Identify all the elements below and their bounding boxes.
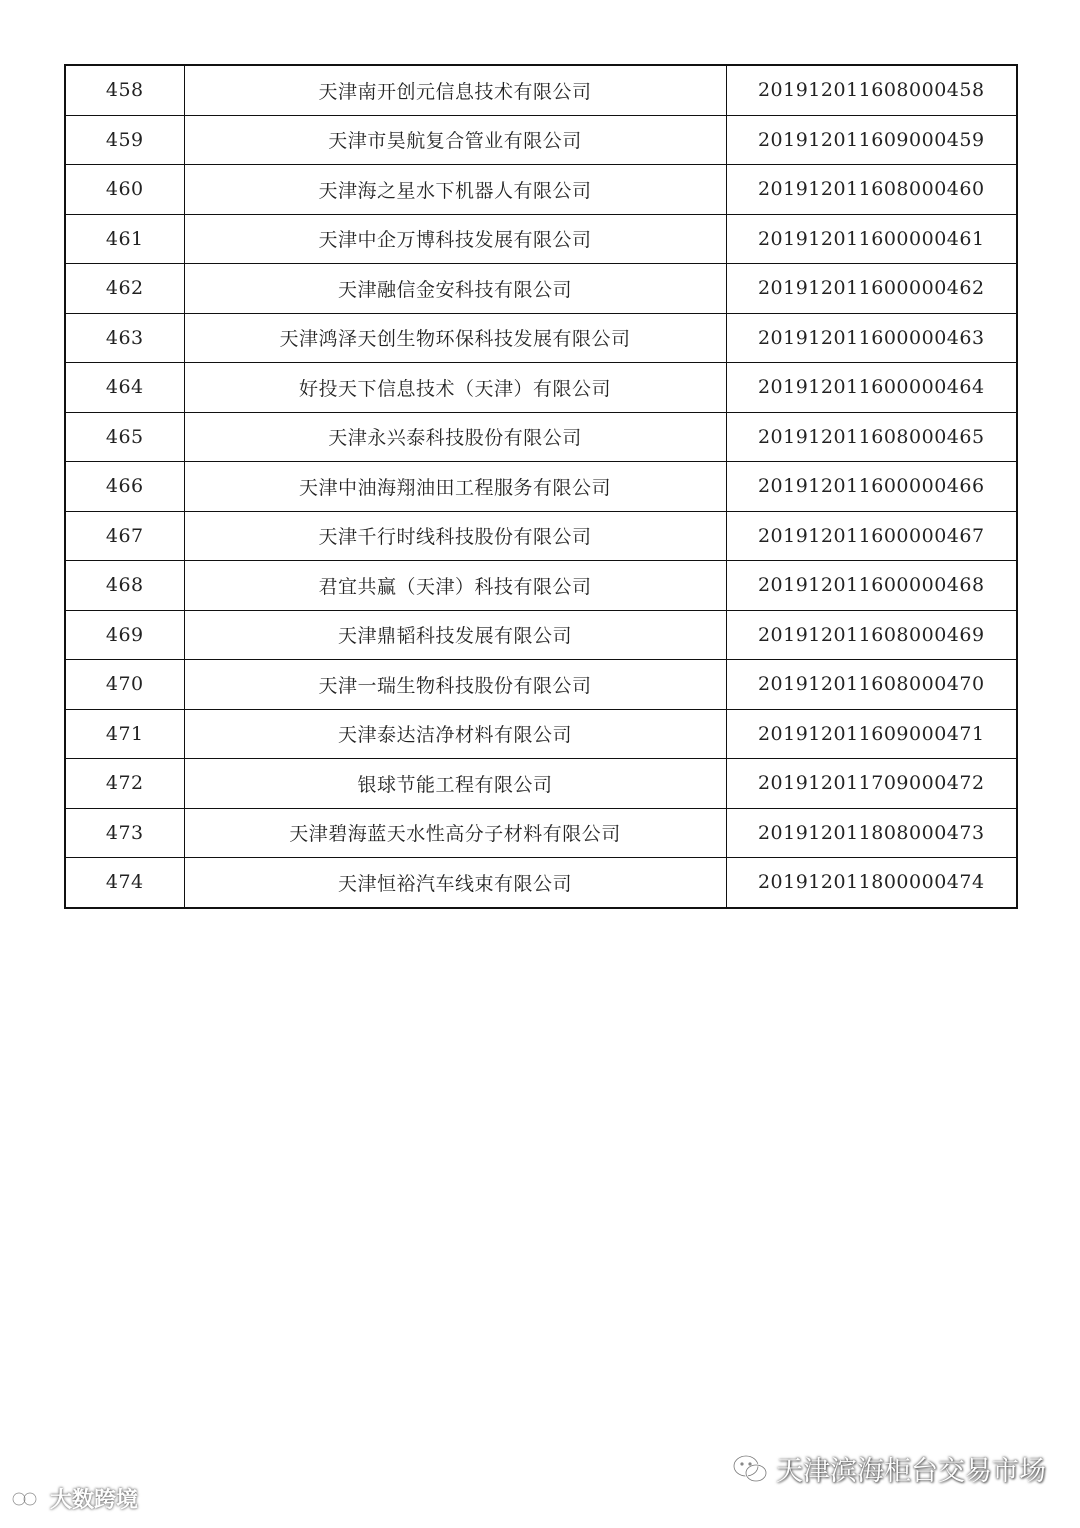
- table-row: [65, 214, 1017, 264]
- table-row: [65, 412, 1017, 462]
- registration-code: 201912011600000464: [726, 363, 1017, 413]
- registration-code: 201912011600000461: [726, 214, 1017, 264]
- company-name: 天津碧海蓝天水性高分子材料有限公司: [184, 808, 726, 858]
- row-number: 471: [65, 709, 184, 759]
- company-name: 天津南开创元信息技术有限公司: [184, 65, 726, 115]
- table-row: [65, 759, 1017, 809]
- table-row: [65, 313, 1017, 363]
- registration-code: 201912011600000466: [726, 462, 1017, 512]
- watermark-left: [10, 1483, 138, 1514]
- registration-code: 201912011709000472: [726, 759, 1017, 809]
- company-name: 银球节能工程有限公司: [184, 759, 726, 809]
- table-row: [65, 264, 1017, 314]
- row-number: 470: [65, 660, 184, 710]
- registration-code: 201912011600000467: [726, 511, 1017, 561]
- company-name: 天津恒裕汽车线束有限公司: [184, 858, 726, 908]
- company-name: 天津市昊航复合管业有限公司: [184, 115, 726, 165]
- registration-code: 201912011608000469: [726, 610, 1017, 660]
- row-number: 467: [65, 511, 184, 561]
- company-name: 天津鼎韬科技发展有限公司: [184, 610, 726, 660]
- row-number: 473: [65, 808, 184, 858]
- table-row: [65, 511, 1017, 561]
- company-name: 天津泰达洁净材料有限公司: [184, 709, 726, 759]
- company-name: 天津中企万博科技发展有限公司: [184, 214, 726, 264]
- row-number: 465: [65, 412, 184, 462]
- row-number: 466: [65, 462, 184, 512]
- table-row: [65, 808, 1017, 858]
- company-list-table: [64, 64, 1018, 909]
- table-body: [65, 65, 1017, 908]
- row-number: 462: [65, 264, 184, 314]
- registration-code: 201912011808000473: [726, 808, 1017, 858]
- registration-code: 201912011600000462: [726, 264, 1017, 314]
- company-name: 天津永兴泰科技股份有限公司: [184, 412, 726, 462]
- table-row: [65, 610, 1017, 660]
- row-number: 468: [65, 561, 184, 611]
- row-number: 458: [65, 65, 184, 115]
- company-name: 天津千行时线科技股份有限公司: [184, 511, 726, 561]
- table-row: [65, 115, 1017, 165]
- row-number: 459: [65, 115, 184, 165]
- registration-code: 201912011608000465: [726, 412, 1017, 462]
- logo-mark: [10, 1488, 46, 1510]
- company-name: 天津一瑞生物科技股份有限公司: [184, 660, 726, 710]
- registration-code: 201912011608000458: [726, 65, 1017, 115]
- table-row: [65, 660, 1017, 710]
- row-number: 474: [65, 858, 184, 908]
- company-name: 天津海之星水下机器人有限公司: [184, 165, 726, 215]
- registration-code: 201912011609000459: [726, 115, 1017, 165]
- registration-code: 201912011800000474: [726, 858, 1017, 908]
- company-name: 好投天下信息技术（天津）有限公司: [184, 363, 726, 413]
- company-name: 天津鸿泽天创生物环保科技发展有限公司: [184, 313, 726, 363]
- watermark-right-text: 天津滨海柜台交易市场: [776, 1456, 1046, 1487]
- company-name: 君宜共赢（天津）科技有限公司: [184, 561, 726, 611]
- company-name: 天津中油海翔油田工程服务有限公司: [184, 462, 726, 512]
- table-row: [65, 363, 1017, 413]
- watermark-left-text: 大数跨境: [50, 1488, 139, 1513]
- registration-code: 201912011608000460: [726, 165, 1017, 215]
- wechat-icon: [732, 1454, 768, 1484]
- row-number: 469: [65, 610, 184, 660]
- row-number: 464: [65, 363, 184, 413]
- table-row: [65, 709, 1017, 759]
- row-number: 463: [65, 313, 184, 363]
- company-name: 天津融信金安科技有限公司: [184, 264, 726, 314]
- table-row: [65, 561, 1017, 611]
- row-number: 461: [65, 214, 184, 264]
- row-number: 460: [65, 165, 184, 215]
- table-row: [65, 462, 1017, 512]
- registration-code: 201912011608000470: [726, 660, 1017, 710]
- registration-code: 201912011600000463: [726, 313, 1017, 363]
- registration-code: 201912011609000471: [726, 709, 1017, 759]
- row-number: 472: [65, 759, 184, 809]
- table-row: [65, 65, 1017, 115]
- watermark-right: [732, 1449, 1046, 1488]
- table-row: [65, 165, 1017, 215]
- table-row: [65, 858, 1017, 908]
- registration-code: 201912011600000468: [726, 561, 1017, 611]
